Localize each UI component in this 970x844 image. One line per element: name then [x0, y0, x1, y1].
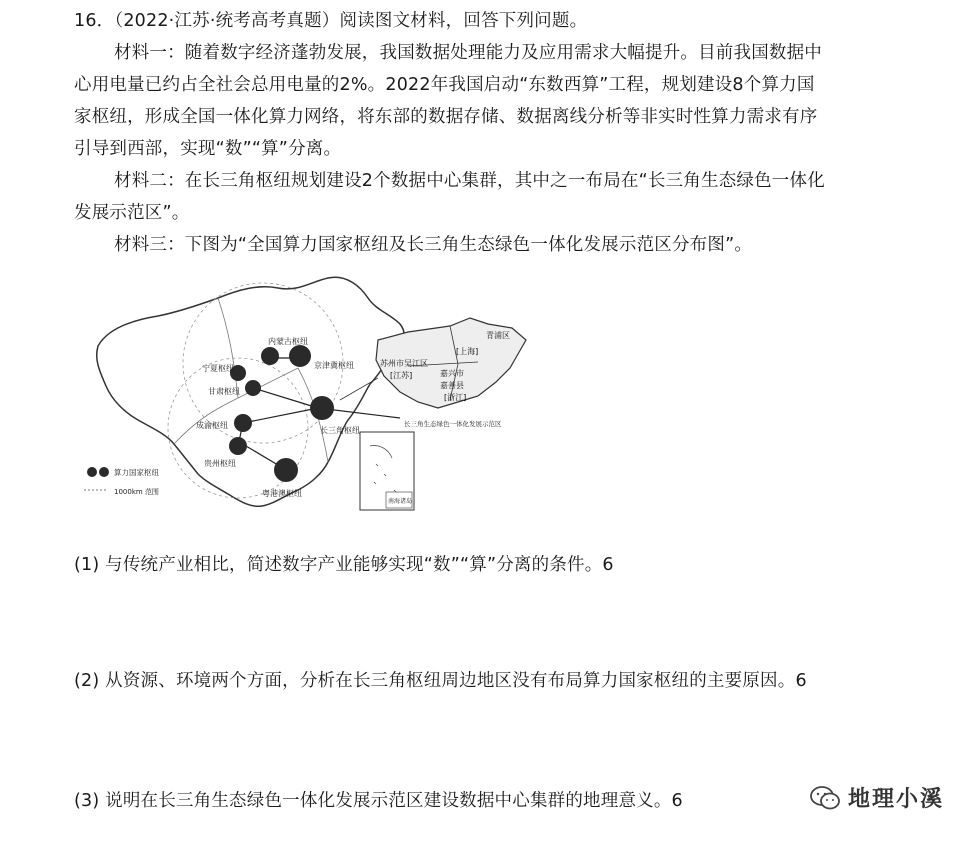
- hub-guizhou: [229, 437, 247, 455]
- legend-hub-label: 算力国家枢纽: [114, 468, 159, 477]
- label-jiangsu: [江苏]: [390, 371, 413, 380]
- watermark-text: 地理小溪: [848, 787, 945, 812]
- legend-hub-icon: [87, 467, 97, 477]
- hub-changsanjiao: [310, 396, 334, 420]
- wechat-icon: [808, 783, 842, 813]
- label-suzhou: 苏州市吴江区: [380, 359, 428, 368]
- label-jiashan: 嘉善县: [440, 381, 464, 390]
- label-ningxia: 宁夏枢纽: [202, 364, 234, 373]
- label-chengyu: 成渝枢纽: [196, 421, 228, 430]
- watermark: [808, 782, 944, 813]
- material1-line: 家枢纽，形成全国一体化算力网络，将东部的数据存储、数据离线分析等非实时性算力需求有序: [74, 107, 818, 127]
- label-jiaxing: 嘉兴市: [440, 369, 464, 378]
- label-jingjinji: 京津冀枢纽: [314, 361, 354, 370]
- question-header: 16．（2022·江苏·统考高考真题）阅读图文材料，回答下列问题。: [74, 11, 588, 31]
- label-neimenggu: 内蒙古枢纽: [268, 337, 308, 346]
- material3-line: 材料三：下图为“全国算力国家枢纽及长三角生态绿色一体化发展示范区分布图”。: [114, 235, 753, 255]
- material2-line: 发展示范区”。: [74, 203, 190, 223]
- legend-range-label: 1000km 范围: [114, 488, 159, 496]
- label-yuegangao: 粤港澳枢纽: [262, 489, 302, 498]
- hub-chengyu: [234, 414, 252, 432]
- hub-distribution-map: [78, 268, 538, 520]
- label-demo-zone: 长三角生态绿色一体化发展示范区: [404, 420, 502, 428]
- material2-line: 材料二：在长三角枢纽规划建设2个数据中心集群，其中之一布局在“长三角生态绿色一体化: [114, 171, 825, 191]
- material1-line: 引导到西部，实现“数”“算”分离。: [74, 139, 342, 159]
- label-qingpu: 青浦区: [486, 331, 510, 340]
- material1-line: 材料一：随着数字经济蓬勃发展，我国数据处理能力及应用需求大幅提升。目前我国数据中: [114, 43, 822, 63]
- material1-line: 心用电量已约占全社会总用电量的2%。2022年我国启动“东数西算”工程，规划建设8个算力国: [74, 75, 815, 95]
- sub-question-1: (1) 与传统产业相比，简述数字产业能够实现“数”“算”分离的条件。6: [74, 555, 614, 575]
- label-changsanjiao: 长三角枢纽: [320, 426, 360, 435]
- label-guizhou: 贵州枢纽: [204, 459, 236, 468]
- label-zhejiang: [浙江]: [444, 393, 467, 402]
- south-sea-inset: [360, 432, 414, 510]
- label-shanghai: [上海]: [456, 347, 479, 356]
- svg-text:南海诸岛: 南海诸岛: [388, 498, 413, 505]
- sub-question-2: (2) 从资源、环境两个方面，分析在长三角枢纽周边地区没有布局算力国家枢纽的主要原因。6: [74, 671, 807, 691]
- sub-question-3: (3) 说明在长三角生态绿色一体化发展示范区建设数据中心集群的地理意义。6: [74, 791, 683, 811]
- hub-yuegangao: [274, 458, 298, 482]
- hub-neimenggu: [261, 347, 279, 365]
- hub-gansu: [245, 380, 261, 396]
- label-gansu: 甘肃枢纽: [208, 387, 240, 396]
- hub-jingjinji: [289, 345, 311, 367]
- map-legend: [84, 467, 159, 496]
